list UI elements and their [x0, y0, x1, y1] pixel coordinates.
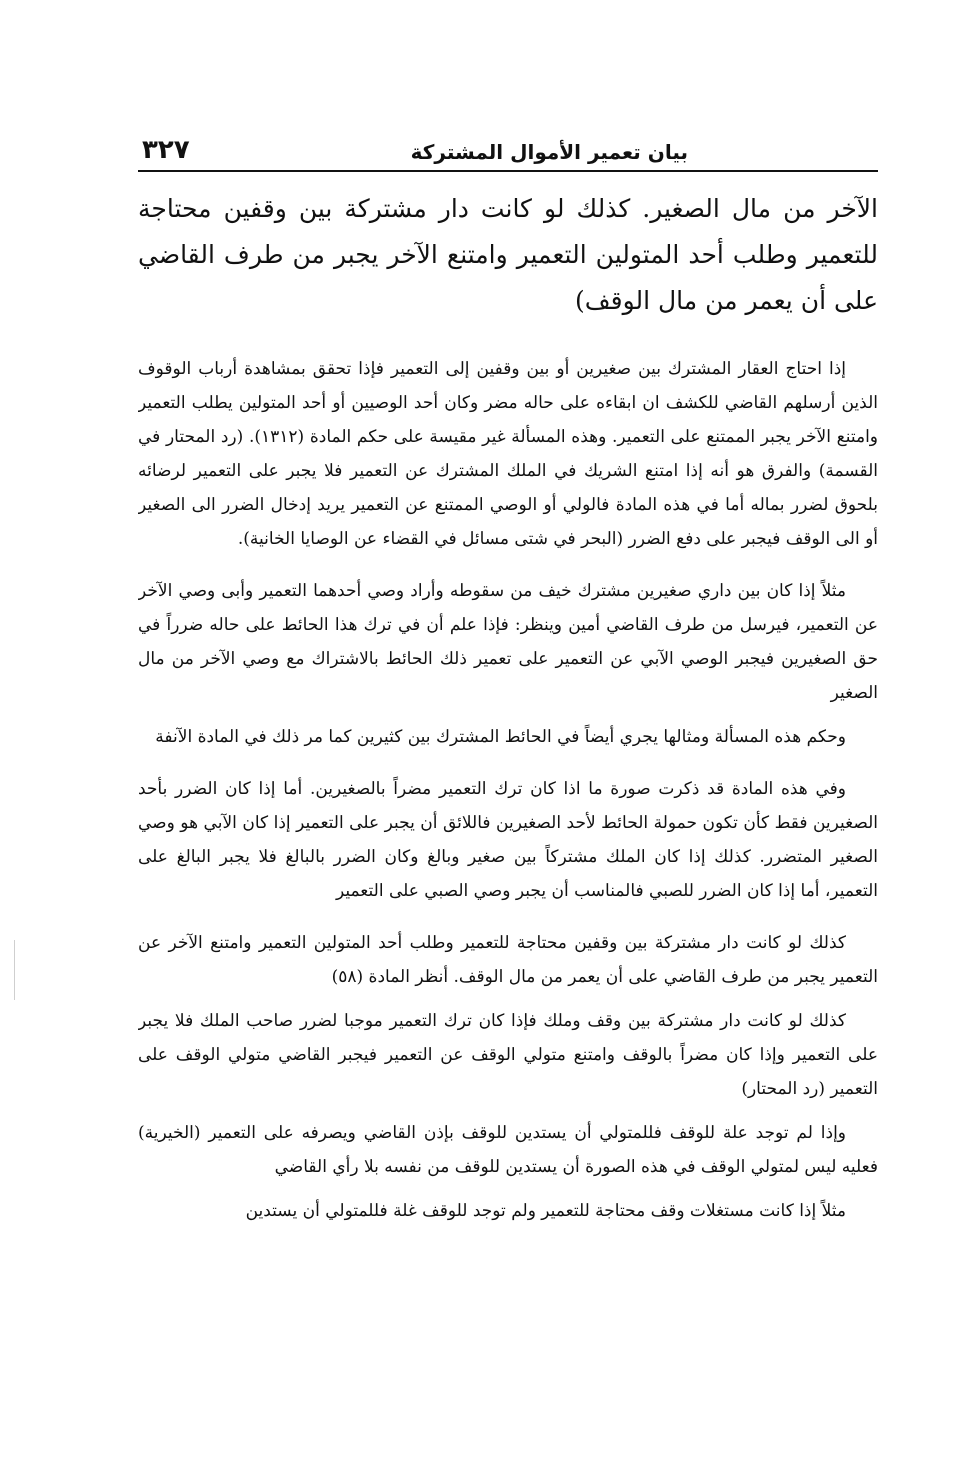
paragraph-5: كذلك لو كانت دار مشتركة بين وقفين محتاجة للتعمير وطلب أحد المتولين التعمير وامتنع الآخر عن التعمير يجبر من طرف القاضي على أن يعمر من مال الوقف. أنظر المادة (٥٨) [138, 933, 878, 987]
running-title: بيان تعمير الأموال المشتركة [410, 140, 688, 164]
book-page [138, 130, 878, 1370]
scan-margin-mark [14, 940, 15, 1000]
paragraph-1: إذا احتاج العقار المشترك بين صغيرين أو بين وقفين إلى التعمير فإذا تحقق بمشاهدة أرباب الوقوف الذين أرسلهم القاضي للكشف ان ابقاءه على حاله مضر وكان أحد الوصيين أو أحد المتولين يطلب التعمير وامتنع الآخر يجبر الممتنع على التعمير. وهذه المسألة غير مقيسة على حكم المادة (١٣١٢). (رد المحتار في القسمة) والفرق هو أنه إذا امتنع الشريك في الملك المشترك عن التعمير فلا يجبر على التعمير لرضائه بلحوق لضرر بماله أما في هذه المادة فالولي أو الوصي الممتنع عن التعمير يريد إدخال الضرر الى الصغير أو الى الوقف فيجبر على دفع الضرر (البحر في شتى مسائل في القضاء عن الوصايا الخانية). [138, 359, 878, 549]
paragraph-6: كذلك لو كانت دار مشتركة بين وقف وملك فإذا كان ترك التعمير موجبا لضرر صاحب الملك فلا يجبر على التعمير وإذا كان مضراً بالوقف وامتنع متولي الوقف عن التعمير فيجبر القاضي متولي الوقف على التعمير (رد المحتار) [138, 1011, 878, 1099]
paragraph-4: وفي هذه المادة قد ذكرت صورة ما اذا كان ترك التعمير مضراً بالصغيرين. أما إذا كان الضرر بأحد الصغيرين فقط كأن تكون حمولة الحائط لأحد الصغيرين فاللائق أن يجبر على التعمير إذا كان الآبي هو وصي الصغير المتضرر. كذلك إذا كان الملك مشتركاً بين صغير وبالغ وكان الضرر بالبالغ فلا يجبر البالغ على التعمير، أما إذا كان الضرر للصبي فالمناسب أن يجبر وصي الصبي على التعمير [138, 779, 878, 901]
page-number: ٣٢٧ [142, 135, 190, 165]
paragraph-3: وحكم هذه المسألة ومثالها يجري أيضاً في الحائط المشترك بين كثيرين كما مر ذلك في المادة الآنفة [155, 727, 846, 747]
running-header [138, 130, 878, 172]
paragraph-7: وإذا لم توجد علة للوقف فللمتولي أن يستدين للوقف بإذن القاضي ويصرفه على التعمير (الخيرية) فعليه ليس لمتولي الوقف في هذه الصورة أن يستدين للوقف من نفسه بلا رأي القاضي [138, 1123, 878, 1177]
paragraph-2: مثلاً إذا كان بين داري صغيرين مشترك خيف من سقوطه وأراد وصي أحدهما التعمير وأبى وصي الآخر عن التعمير، فيرسل من طرف القاضي أمين وينظر: فإذا علم أن في ترك هذا الحائط على حاله ضرراً في حق الصغيرين فيجبر الوصي الآبي عن التعمير على تعمير ذلك الحائط بالاشتراك مع وصي الآخر من مال الصغير [138, 581, 878, 703]
lead-text: الآخر من مال الصغير. كذلك لو كانت دار مشتركة بين وقفين محتاجة للتعمير وطلب أحد المتولين التعمير وامتنع الآخر يجبر من طرف القاضي على أن يعمر من مال الوقف) [138, 194, 878, 315]
paragraph-8: مثلاً إذا كانت مستغلات وقف محتاجة للتعمير ولم توجد للوقف غلة فللمتولي أن يستدين [245, 1201, 846, 1221]
